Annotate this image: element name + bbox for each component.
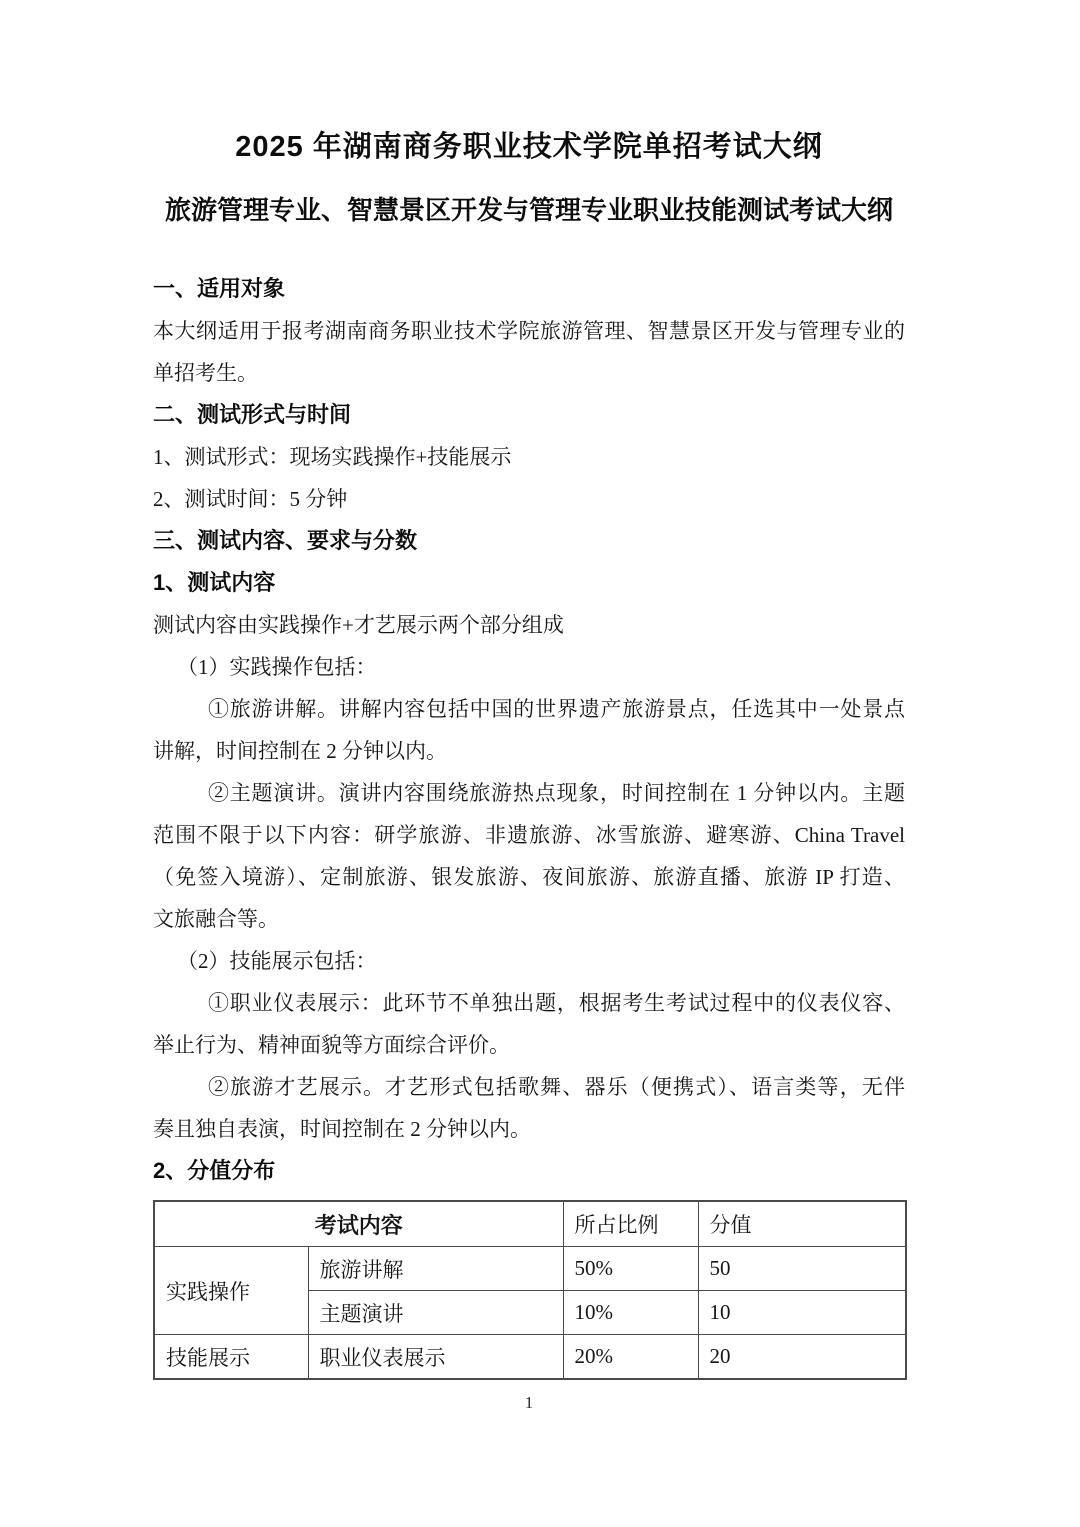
cell-score-appearance: 20	[698, 1335, 906, 1380]
heading-test-content: 1、测试内容	[153, 570, 276, 595]
score-table	[153, 1200, 907, 1380]
heading-score-distribution: 2、分值分布	[153, 1158, 276, 1183]
document-title: 2025 年湖南商务职业技术学院单招考试大纲	[235, 131, 823, 163]
para-appearance-line-1: ①职业仪表展示：此环节不单独出题，根据考生考试过程中的仪表仪容、	[208, 991, 905, 1015]
para-speech-line-1: ②主题演讲。演讲内容围绕旅游热点现象，时间控制在 1 分钟以内。主题	[208, 781, 905, 805]
cell-category-skill: 技能展示	[154, 1335, 308, 1380]
table-row	[154, 1247, 906, 1291]
para-speech-line-4: 文旅融合等。	[153, 907, 279, 931]
cell-score-theme-speech: 10	[698, 1291, 906, 1335]
document-body	[153, 268, 905, 1192]
heading-section-3: 三、测试内容、要求与分数	[153, 528, 418, 553]
heading-section-1: 一、适用对象	[153, 276, 286, 301]
para-content-overview: 测试内容由实践操作+才艺展示两个部分组成	[153, 613, 564, 637]
cell-item-tour-guide: 旅游讲解	[308, 1247, 563, 1291]
para-tour-guide-line-2: 讲解，时间控制在 2 分钟以内。	[153, 739, 447, 763]
header-ratio: 所占比例	[563, 1201, 698, 1247]
para-speech-line-3: （免签入境游）、定制旅游、银发旅游、夜间旅游、旅游直播、旅游 IP 打造、	[153, 865, 905, 889]
table-row	[154, 1335, 906, 1380]
para-skill-includes: （2）技能展示包括：	[177, 949, 377, 973]
header-score: 分值	[698, 1201, 906, 1247]
cell-score-tour-guide: 50	[698, 1247, 906, 1291]
cell-ratio-theme-speech: 10%	[563, 1291, 698, 1335]
para-scope-line-1: 本大纲适用于报考湖南商务职业技术学院旅游管理、智慧景区开发与管理专业的	[153, 319, 905, 343]
score-table-header-row	[154, 1201, 906, 1247]
cell-item-appearance: 职业仪表展示	[308, 1335, 563, 1380]
heading-section-2: 二、测试形式与时间	[153, 402, 352, 427]
header-exam-content: 考试内容	[154, 1201, 563, 1247]
page-number: 1	[524, 1393, 534, 1412]
para-appearance-line-2: 举止行为、精神面貌等方面综合评价。	[153, 1033, 510, 1057]
cell-category-practice: 实践操作	[154, 1247, 308, 1335]
para-speech-line-2: 范围不限于以下内容：研学旅游、非遗旅游、冰雪旅游、避寒游、China Travel	[153, 823, 905, 847]
para-tour-guide-line-1: ①旅游讲解。讲解内容包括中国的世界遗产旅游景点，任选其中一处景点	[208, 697, 905, 721]
cell-ratio-tour-guide: 50%	[563, 1247, 698, 1291]
para-talent-line-1: ②旅游才艺展示。才艺形式包括歌舞、器乐（便携式）、语言类等，无伴	[208, 1075, 905, 1099]
item-test-format: 1、测试形式：现场实践操作+技能展示	[153, 445, 512, 469]
cell-ratio-appearance: 20%	[563, 1335, 698, 1380]
para-practice-includes: （1）实践操作包括：	[177, 655, 377, 679]
cell-item-theme-speech: 主题演讲	[308, 1291, 563, 1335]
para-scope-line-2: 单招考生。	[153, 361, 258, 385]
para-talent-line-2: 奏且独自表演，时间控制在 2 分钟以内。	[153, 1117, 531, 1141]
document-subtitle: 旅游管理专业、智慧景区开发与管理专业职业技能测试考试大纲	[164, 195, 893, 225]
item-test-time: 2、测试时间：5 分钟	[153, 487, 348, 511]
